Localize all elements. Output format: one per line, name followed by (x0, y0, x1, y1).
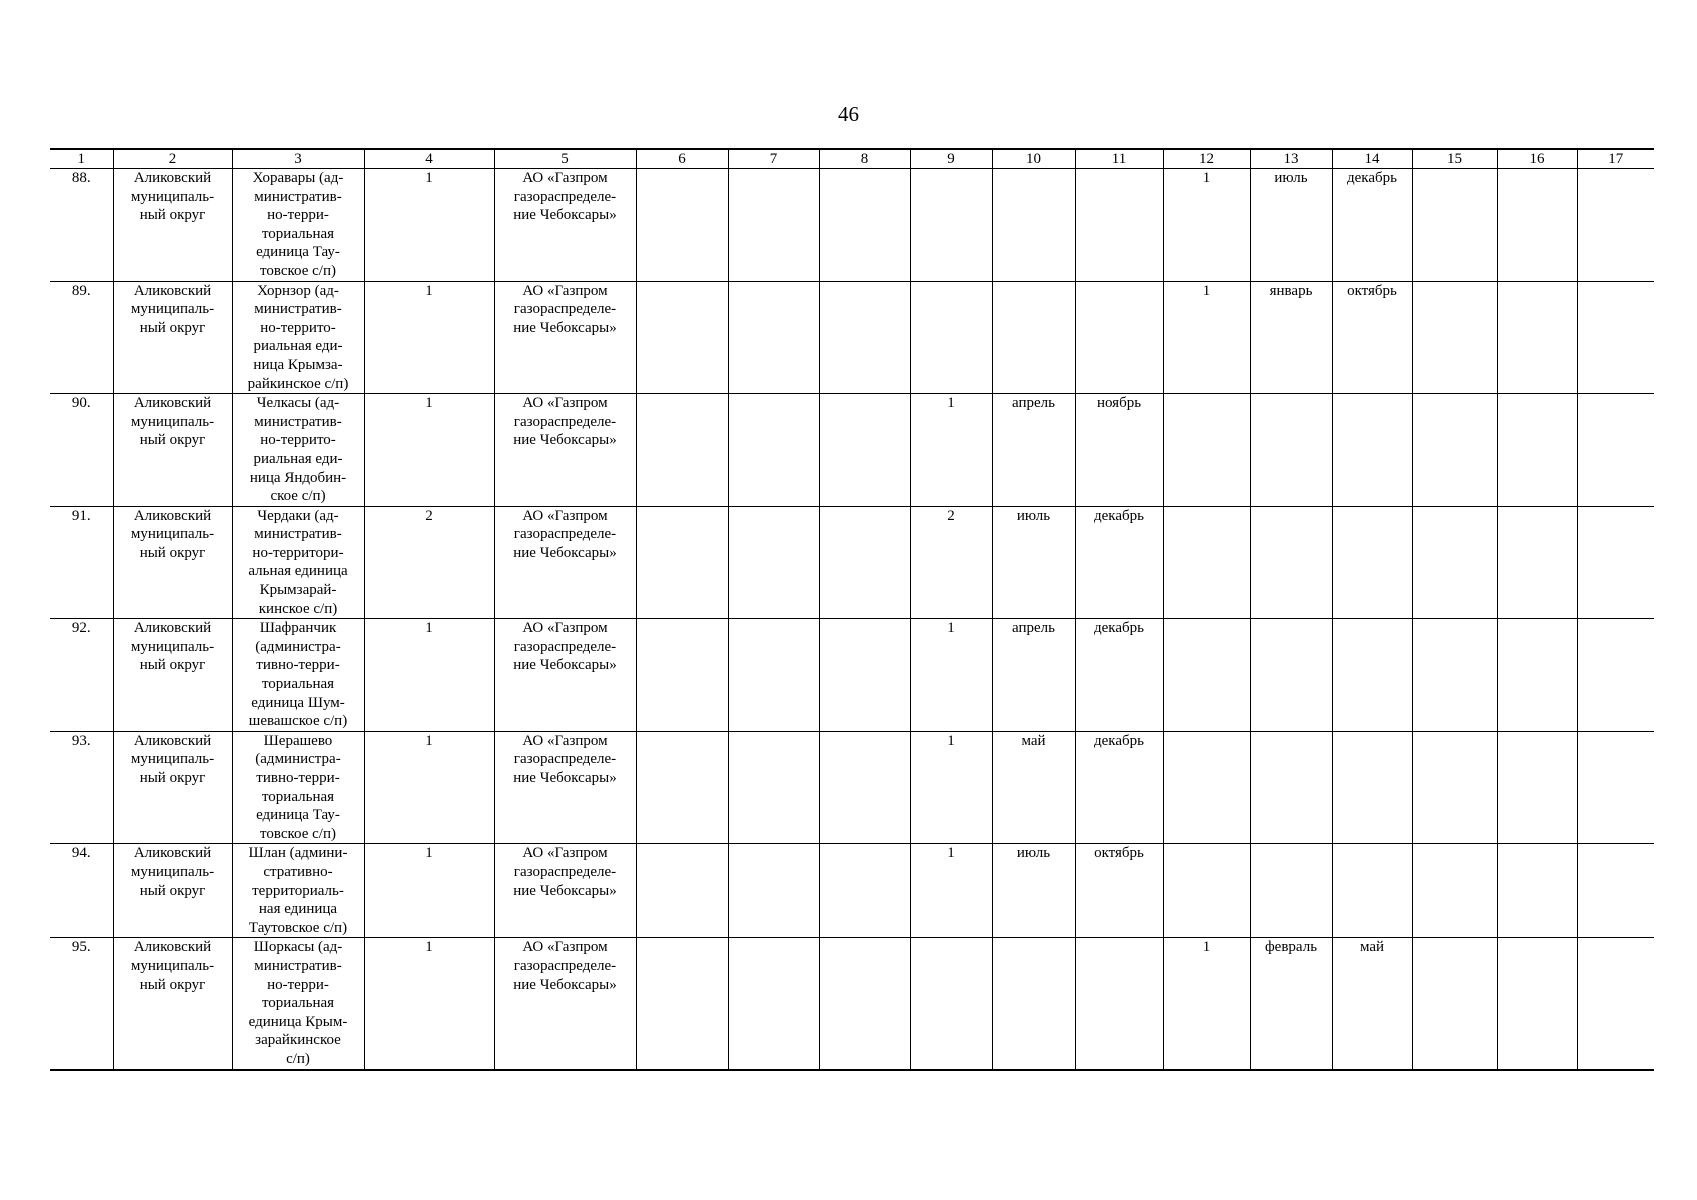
settlement-cell (232, 938, 364, 1070)
cell-line: муниципаль- (130, 301, 215, 318)
cell-c16 (1497, 281, 1577, 394)
cell-c14 (1332, 394, 1412, 507)
cell-line: единица Тау- (256, 244, 340, 261)
table-row (50, 281, 1654, 394)
column-header: 7 (728, 149, 819, 169)
cell-line: ный округ (139, 770, 206, 786)
cell-line: товское с/п) (260, 262, 336, 279)
cell-c8 (819, 844, 910, 938)
cell-line: министратив- (254, 957, 342, 974)
cell-c17 (1577, 731, 1654, 844)
column-header: 3 (232, 149, 364, 169)
cell-c10 (992, 169, 1075, 282)
cell-line: министратив- (254, 188, 342, 205)
cell-c15 (1412, 938, 1497, 1070)
column-header: 14 (1332, 149, 1412, 169)
cell-c12: 1 (1163, 938, 1250, 1070)
organization-cell (494, 169, 636, 282)
settlement-cell (232, 731, 364, 844)
cell-c14 (1332, 506, 1412, 619)
cell-line: с/п) (286, 1050, 310, 1067)
table-row (50, 844, 1654, 938)
cell-line: ние Чебоксары» (513, 207, 617, 224)
cell-c14: октябрь (1332, 281, 1412, 394)
cell-c15 (1412, 731, 1497, 844)
cell-c15 (1412, 169, 1497, 282)
table-row (50, 731, 1654, 844)
cell-c9 (910, 938, 992, 1070)
cell-line: ница Яндобин- (249, 469, 347, 486)
cell-line: тивно-терри- (256, 770, 340, 786)
district-cell (113, 731, 232, 844)
settlement-cell (232, 281, 364, 394)
cell-c15 (1412, 506, 1497, 619)
column-header: 6 (636, 149, 728, 169)
cell-c16 (1497, 169, 1577, 282)
cell-c14 (1332, 844, 1412, 938)
cell-c6 (636, 938, 728, 1070)
cell-line: газораспределе- (513, 957, 617, 974)
column-header: 5 (494, 149, 636, 169)
cell-line: газораспределе- (513, 638, 617, 655)
cell-c17 (1577, 619, 1654, 732)
cell-c15 (1412, 281, 1497, 394)
table-row (50, 169, 1654, 282)
cell-line: министратив- (254, 301, 342, 318)
cell-c7 (728, 394, 819, 507)
cell-line: ние Чебоксары» (513, 770, 617, 786)
organization-cell (494, 281, 636, 394)
cell-c13 (1250, 394, 1332, 507)
table-row (50, 619, 1654, 732)
cell-line: муниципаль- (130, 751, 215, 768)
cell-c17 (1577, 281, 1654, 394)
quantity-cell: 1 (364, 844, 494, 938)
column-header: 9 (910, 149, 992, 169)
cell-line: Аликовский (133, 732, 212, 749)
cell-line: риальная еди- (253, 450, 343, 467)
cell-line: Аликовский (133, 620, 212, 637)
district-cell (113, 394, 232, 507)
cell-line: но-террито- (260, 319, 336, 336)
cell-line: муниципаль- (130, 863, 215, 880)
organization-cell (494, 619, 636, 732)
cell-line: АО «Газпром (522, 732, 608, 749)
settlement-cell (232, 619, 364, 732)
cell-c9: 1 (910, 731, 992, 844)
district-cell (113, 506, 232, 619)
district-cell (113, 281, 232, 394)
cell-line: Хоравары (ад- (252, 170, 344, 186)
quantity-cell: 1 (364, 731, 494, 844)
cell-c16 (1497, 938, 1577, 1070)
cell-line: (администра- (255, 751, 341, 768)
column-header: 16 (1497, 149, 1577, 169)
quantity-cell: 1 (364, 281, 494, 394)
column-header: 11 (1075, 149, 1163, 169)
cell-c15 (1412, 844, 1497, 938)
cell-c16 (1497, 506, 1577, 619)
quantity-cell: 1 (364, 169, 494, 282)
cell-c16 (1497, 844, 1577, 938)
district-cell (113, 169, 232, 282)
cell-c9: 1 (910, 394, 992, 507)
organization-cell (494, 938, 636, 1070)
cell-line: зарайкинское (255, 1032, 341, 1049)
cell-c10: апрель (992, 619, 1075, 732)
cell-c8 (819, 938, 910, 1070)
cell-line: ный округ (139, 976, 206, 993)
quantity-cell: 1 (364, 394, 494, 507)
page-number: 46 (838, 102, 859, 126)
cell-line: АО «Газпром (522, 507, 608, 524)
cell-c14: май (1332, 938, 1412, 1070)
cell-line: но-террито- (260, 432, 336, 449)
cell-c8 (819, 281, 910, 394)
cell-c6 (636, 394, 728, 507)
cell-c6 (636, 281, 728, 394)
column-header: 10 (992, 149, 1075, 169)
row-number: 95. (50, 938, 113, 1070)
quantity-cell: 2 (364, 506, 494, 619)
cell-c12: 1 (1163, 169, 1250, 282)
cell-c6 (636, 731, 728, 844)
cell-line: газораспределе- (513, 413, 617, 430)
cell-line: ный округ (139, 207, 206, 224)
cell-c8 (819, 169, 910, 282)
cell-c6 (636, 506, 728, 619)
cell-c12 (1163, 619, 1250, 732)
cell-line: газораспределе- (513, 751, 617, 768)
district-cell (113, 619, 232, 732)
cell-line: газораспределе- (513, 301, 617, 318)
cell-line: райкинское с/п) (247, 375, 349, 392)
cell-line: министратив- (254, 526, 342, 543)
cell-c7 (728, 938, 819, 1070)
cell-c13 (1250, 844, 1332, 938)
cell-c11: ноябрь (1075, 394, 1163, 507)
cell-c17 (1577, 844, 1654, 938)
column-header: 8 (819, 149, 910, 169)
cell-c12: 1 (1163, 281, 1250, 394)
cell-line: муниципаль- (130, 413, 215, 430)
cell-c9 (910, 281, 992, 394)
cell-line: газораспределе- (513, 863, 617, 880)
district-cell (113, 938, 232, 1070)
cell-c17 (1577, 394, 1654, 507)
cell-line: ный округ (139, 544, 206, 561)
cell-c11 (1075, 169, 1163, 282)
cell-c10: июль (992, 844, 1075, 938)
column-header: 13 (1250, 149, 1332, 169)
cell-c12 (1163, 731, 1250, 844)
settlement-cell (232, 169, 364, 282)
cell-line: ница Крымза- (253, 356, 343, 373)
quantity-cell: 1 (364, 938, 494, 1070)
cell-c8 (819, 731, 910, 844)
cell-line: товское с/п) (260, 825, 336, 842)
cell-c11: декабрь (1075, 506, 1163, 619)
column-header: 17 (1577, 149, 1654, 169)
cell-line: газораспределе- (513, 188, 617, 205)
cell-c7 (728, 506, 819, 619)
cell-line: ториальная (261, 995, 335, 1012)
cell-line: ние Чебоксары» (513, 319, 617, 336)
cell-c9 (910, 169, 992, 282)
cell-c8 (819, 506, 910, 619)
district-cell (113, 844, 232, 938)
cell-c11 (1075, 938, 1163, 1070)
cell-c6 (636, 169, 728, 282)
cell-line: Шлан (админи- (248, 845, 348, 862)
cell-line: ториальная (261, 788, 335, 805)
column-header: 2 (113, 149, 232, 169)
cell-line: кинское с/п) (258, 600, 338, 617)
cell-c7 (728, 731, 819, 844)
cell-c6 (636, 619, 728, 732)
cell-c9: 2 (910, 506, 992, 619)
cell-line: АО «Газпром (522, 620, 608, 637)
cell-line: ный округ (139, 657, 206, 674)
cell-line: ние Чебоксары» (513, 432, 617, 449)
row-number: 89. (50, 281, 113, 394)
row-number: 88. (50, 169, 113, 282)
header-row (50, 149, 1654, 169)
cell-line: единица Крым- (248, 1013, 348, 1030)
row-number: 93. (50, 731, 113, 844)
cell-c9: 1 (910, 619, 992, 732)
cell-line: АО «Газпром (522, 845, 608, 862)
cell-c13: февраль (1250, 938, 1332, 1070)
cell-line: Крымзарай- (259, 582, 337, 599)
cell-c7 (728, 281, 819, 394)
cell-c13 (1250, 731, 1332, 844)
organization-cell (494, 506, 636, 619)
cell-line: Хорнзор (ад- (257, 282, 339, 299)
row-number: 92. (50, 619, 113, 732)
cell-line: Аликовский (133, 395, 212, 412)
cell-c13 (1250, 506, 1332, 619)
cell-line: ториальная (261, 676, 335, 693)
cell-c7 (728, 844, 819, 938)
cell-c14 (1332, 731, 1412, 844)
cell-c13: июль (1250, 169, 1332, 282)
column-header: 15 (1412, 149, 1497, 169)
cell-c16 (1497, 731, 1577, 844)
cell-c16 (1497, 394, 1577, 507)
cell-line: Аликовский (133, 170, 212, 186)
cell-line: территориаль- (252, 882, 344, 899)
cell-line: Таутовское с/п) (248, 919, 348, 936)
cell-line: ние Чебоксары» (513, 657, 617, 674)
cell-line: ный округ (139, 432, 206, 449)
cell-line: Аликовский (133, 845, 212, 862)
cell-line: ние Чебоксары» (513, 544, 617, 561)
cell-line: ный округ (139, 319, 206, 336)
cell-line: муниципаль- (130, 957, 215, 974)
cell-line: ние Чебоксары» (513, 976, 617, 993)
cell-line: (администра- (255, 638, 341, 655)
organization-cell (494, 731, 636, 844)
cell-line: но-терри- (267, 976, 329, 993)
cell-c10: июль (992, 506, 1075, 619)
cell-c10: май (992, 731, 1075, 844)
cell-line: единица Тау- (256, 807, 340, 824)
cell-c8 (819, 394, 910, 507)
cell-line: газораспределе- (513, 526, 617, 543)
cell-line: Аликовский (133, 507, 212, 524)
row-number: 94. (50, 844, 113, 938)
cell-line: шевашское с/п) (248, 713, 348, 730)
cell-line: Челкасы (ад- (256, 395, 340, 412)
cell-c13 (1250, 619, 1332, 732)
cell-c7 (728, 169, 819, 282)
organization-cell (494, 844, 636, 938)
cell-line: но-терри- (267, 207, 329, 224)
cell-line: муниципаль- (130, 188, 215, 205)
cell-c17 (1577, 938, 1654, 1070)
cell-c7 (728, 619, 819, 732)
cell-line: АО «Газпром (522, 282, 608, 299)
cell-c10 (992, 938, 1075, 1070)
cell-c11: октябрь (1075, 844, 1163, 938)
table-body (50, 149, 1654, 1070)
table-row (50, 394, 1654, 507)
cell-c11 (1075, 281, 1163, 394)
cell-c15 (1412, 394, 1497, 507)
cell-c10: апрель (992, 394, 1075, 507)
cell-line: ское с/п) (270, 488, 326, 505)
cell-line: АО «Газпром (522, 395, 608, 412)
row-number: 91. (50, 506, 113, 619)
table-row (50, 506, 1654, 619)
cell-line: Шоркасы (ад- (253, 939, 343, 956)
cell-line: альная единица (248, 563, 348, 580)
cell-line: ный округ (139, 882, 206, 899)
settlement-cell (232, 844, 364, 938)
cell-line: ние Чебоксары» (513, 882, 617, 899)
cell-line: ториальная (261, 225, 335, 242)
cell-c6 (636, 844, 728, 938)
cell-c10 (992, 281, 1075, 394)
column-header: 4 (364, 149, 494, 169)
cell-line: муниципаль- (130, 638, 215, 655)
row-number: 90. (50, 394, 113, 507)
cell-line: муниципаль- (130, 526, 215, 543)
cell-c14: декабрь (1332, 169, 1412, 282)
cell-line: Шафранчик (259, 620, 337, 637)
cell-c9: 1 (910, 844, 992, 938)
cell-line: АО «Газпром (522, 170, 608, 186)
settlement-cell (232, 506, 364, 619)
column-header: 12 (1163, 149, 1250, 169)
table-row (50, 938, 1654, 1070)
cell-c14 (1332, 619, 1412, 732)
cell-line: Аликовский (133, 282, 212, 299)
cell-c17 (1577, 506, 1654, 619)
cell-c13: январь (1250, 281, 1332, 394)
cell-c12 (1163, 844, 1250, 938)
cell-c16 (1497, 619, 1577, 732)
cell-line: Шерашево (263, 732, 333, 749)
cell-c12 (1163, 394, 1250, 507)
cell-line: но-территори- (252, 544, 344, 561)
cell-line: Аликовский (133, 939, 212, 956)
quantity-cell: 1 (364, 619, 494, 732)
cell-c11: декабрь (1075, 619, 1163, 732)
cell-line: Чердаки (ад- (257, 507, 339, 524)
cell-c11: декабрь (1075, 731, 1163, 844)
column-header: 1 (50, 149, 113, 169)
cell-line: министратив- (254, 413, 342, 430)
organization-cell (494, 394, 636, 507)
cell-c17 (1577, 169, 1654, 282)
cell-c8 (819, 619, 910, 732)
cell-c15 (1412, 619, 1497, 732)
cell-c12 (1163, 506, 1250, 619)
cell-line: риальная еди- (253, 338, 343, 355)
cell-line: ная единица (258, 901, 338, 918)
cell-line: единица Шум- (251, 694, 345, 711)
cell-line: АО «Газпром (522, 939, 608, 956)
schedule-table (50, 148, 1654, 1071)
cell-line: стративно- (263, 863, 333, 880)
cell-line: тивно-терри- (256, 657, 340, 674)
settlement-cell (232, 394, 364, 507)
